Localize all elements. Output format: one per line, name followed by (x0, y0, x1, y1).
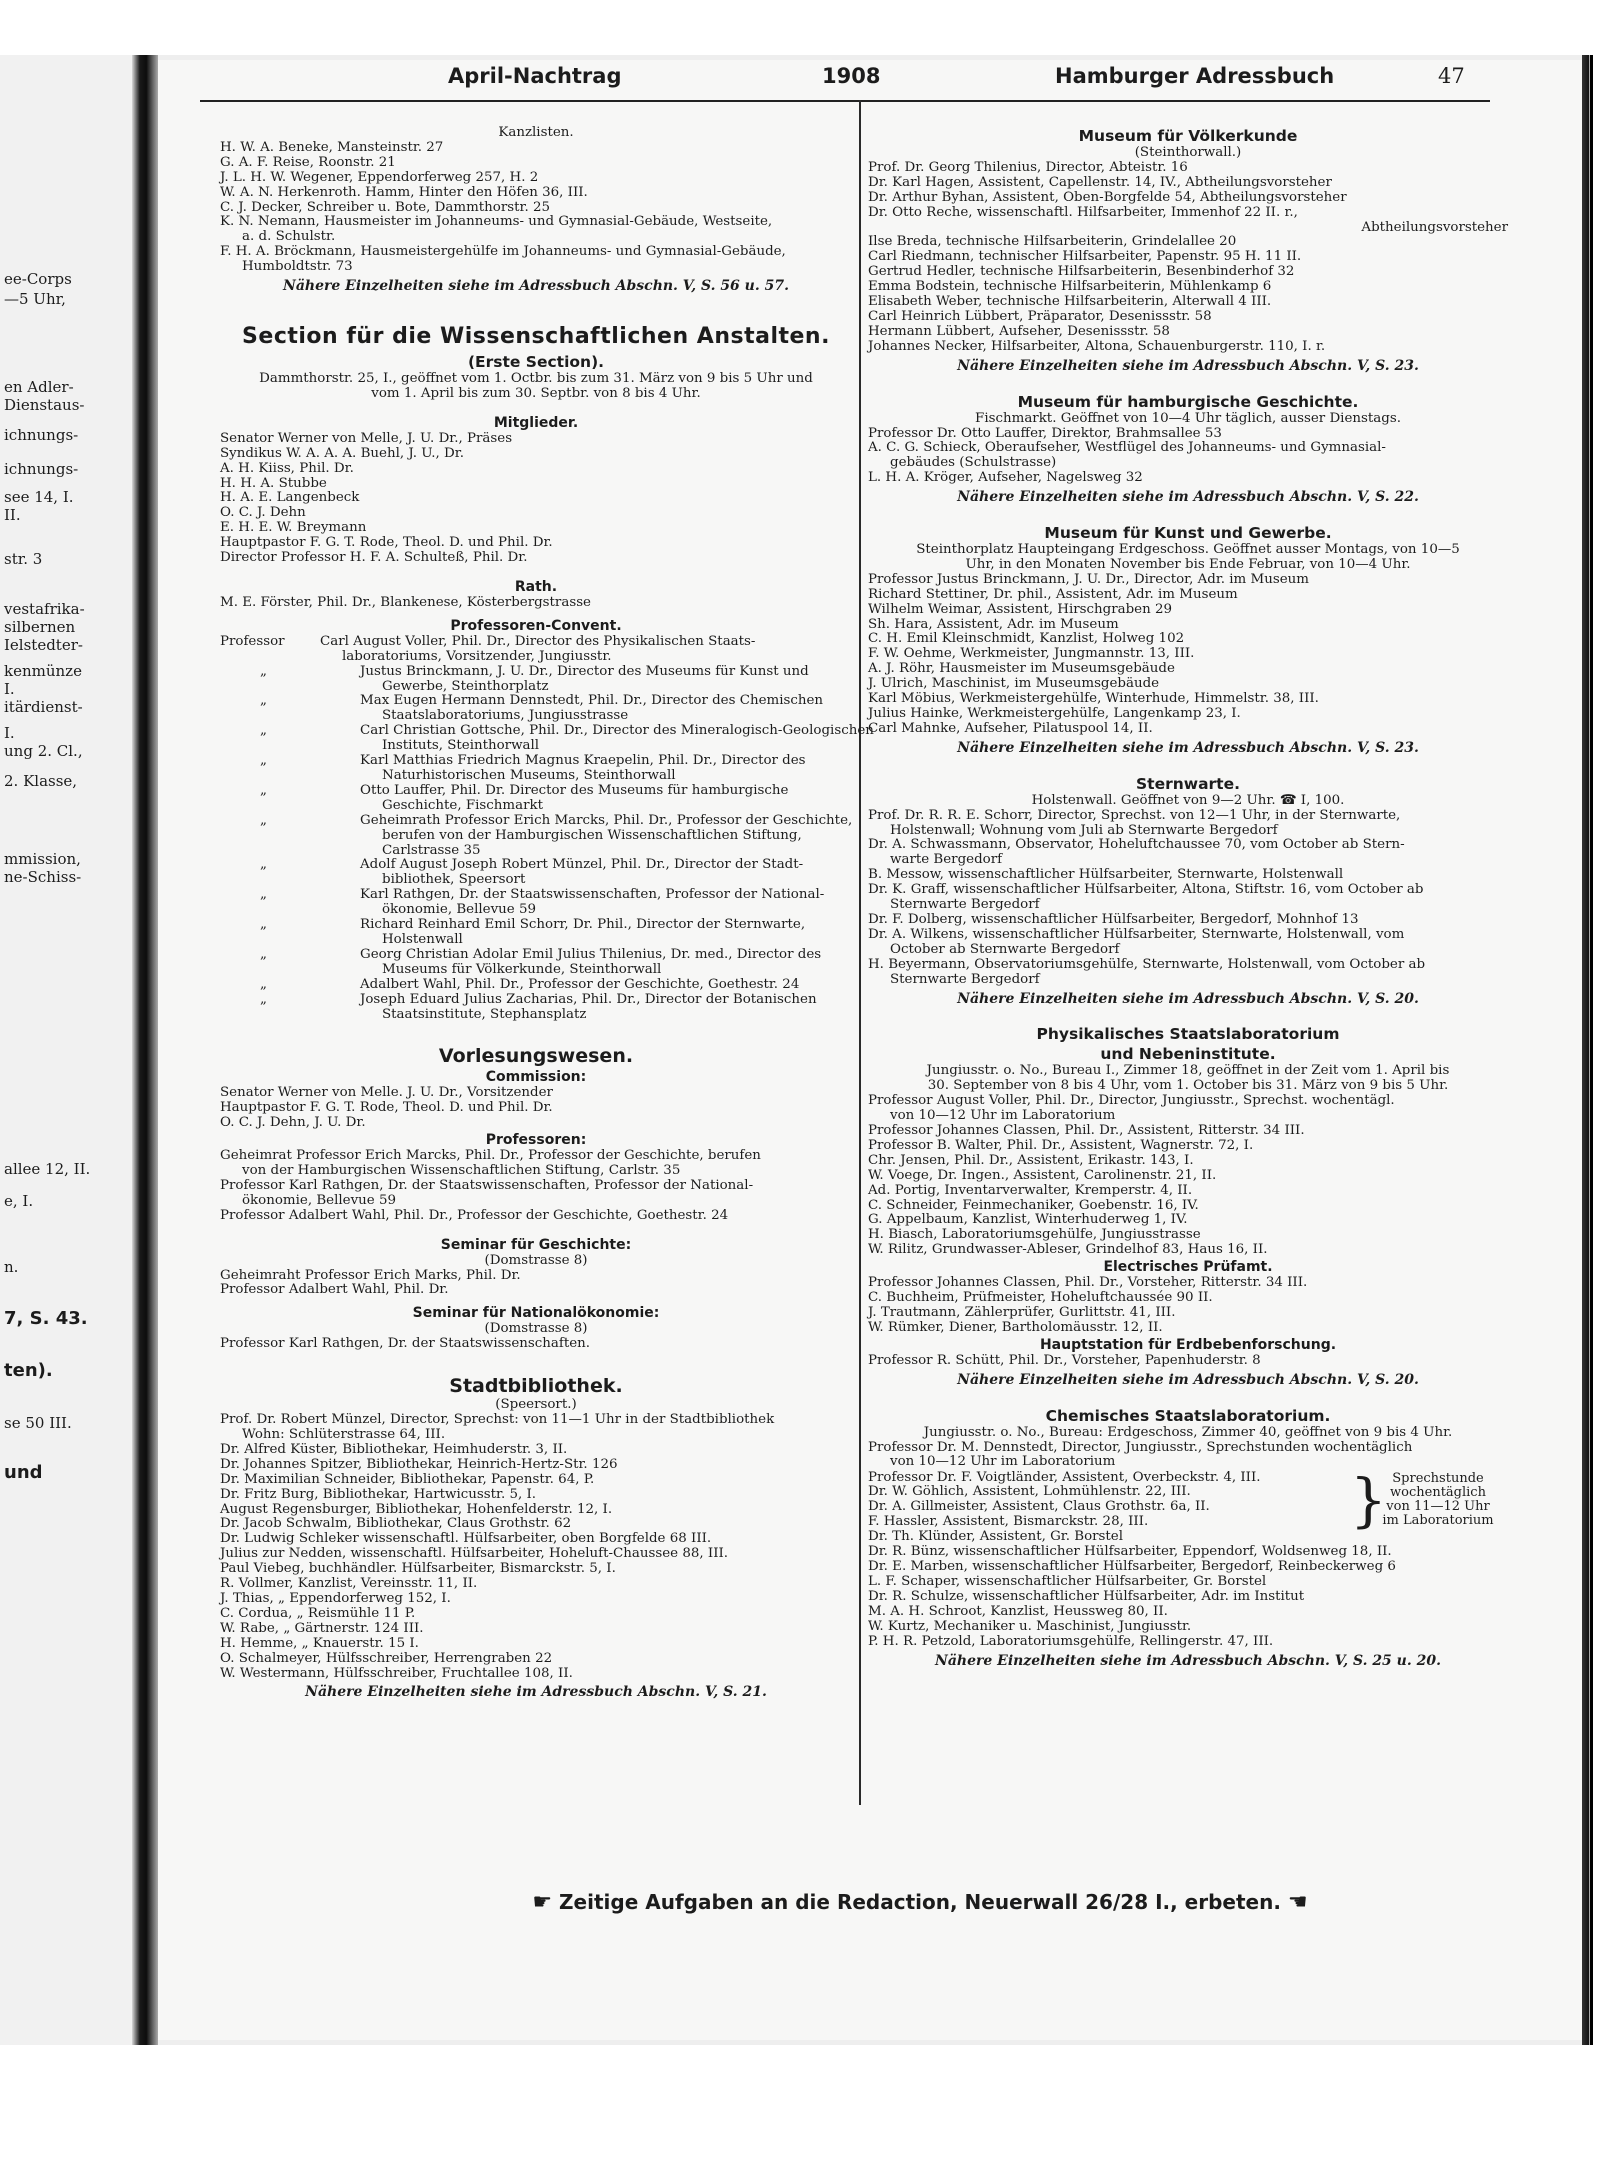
convent-entry-prefix: „ (260, 782, 267, 798)
voelkerkunde-address: (Steinthorwall.) (1134, 145, 1242, 160)
list-item: Holstenwall; Wohnung vom Juli ab Sternwarte Bergedorf (890, 822, 1278, 838)
convent-entry-line: laboratoriums, Vorsitzender, Jungiusstr. (342, 648, 612, 664)
left-page-stub (0, 55, 140, 2045)
list-item: B. Messow, wissenschaftlicher Hülfsarbeiter, Sternwarte, Holstenwall (868, 867, 1344, 883)
list-item: Professor Dr. Otto Lauffer, Direktor, Brahmsallee 53 (868, 425, 1222, 441)
list-item: Julius zur Nedden, wissenschaftl. Hülfsarbeiter, Hoheluft-Chaussee 88, III. (220, 1546, 729, 1562)
convent-entry-line: Adolf August Joseph Robert Münzel, Phil. Dr., Director der Stadt- (360, 857, 804, 873)
mitglieder-list (220, 432, 852, 566)
left-page-fragment: II. (4, 506, 21, 524)
section-title: Section für die Wissenschaftlichen Anstalten. (242, 323, 830, 349)
left-page-fragment: en Adler- (4, 378, 74, 396)
mitglieder-title: Mitglieder. (493, 414, 579, 431)
pruefamt-list (868, 1276, 1508, 1336)
convent-entry-line: Adalbert Wahl, Phil. Dr., Professor der Geschichte, Goethestr. 24 (360, 976, 800, 992)
list-item: C. Cordua, „ Reismühle 11 P. (220, 1605, 416, 1621)
list-item: H. Hemme, „ Knauerstr. 15 I. (220, 1635, 419, 1651)
convent-entry (220, 665, 852, 695)
rath-title: Rath. (514, 578, 558, 595)
list-item: W. Westermann, Hülfsschreiber, Fruchtallee 108, II. (220, 1665, 573, 1681)
convent-entry-line: Staatslaboratoriums, Jungiusstrasse (382, 708, 629, 724)
header-rule (200, 100, 1490, 102)
physikalisch-hours-1: Jungiusstr. o. No., Bureau I., Zimmer 18, geöffnet in der Zeit vom 1. April bis (926, 1063, 1450, 1079)
left-page-fragment: str. 3 (4, 550, 43, 568)
list-item: K. N. Nemann, Hausmeister im Johanneums- und Gymnasial-Gebäude, Westseite, (220, 214, 773, 230)
list-item: Professor Karl Rathgen, Dr. der Staatswissenschaften, Professor der National- (220, 1177, 754, 1193)
list-item: warte Bergedorf (890, 852, 1003, 868)
voelkerkunde-title: Museum für Völkerkunde (1078, 127, 1298, 145)
left-page-fragment: ten). (4, 1360, 53, 1381)
seminar-geschichte-list (220, 1269, 852, 1299)
professoren-title: Professoren: (485, 1132, 587, 1149)
convent-entry (220, 993, 852, 1023)
rath-entry: M. E. Förster, Phil. Dr., Blankenese, Kösterbergstrasse (220, 594, 591, 610)
pointing-hand-left-icon: ☛ (532, 1890, 553, 1915)
chemisch-reference: Nähere Einzelheiten siehe im Adressbuch Abschn. V, S. 25 u. 20. (935, 1652, 1441, 1669)
convent-list (220, 633, 874, 1023)
list-item: F. W. Oehme, Werkmeister, Jungmannstr. 13, III. (868, 646, 1195, 662)
list-item: Dr. Th. Klünder, Assistent, Gr. Borstel (868, 1529, 1124, 1545)
stadtbibliothek-address: (Speersort.) (495, 1397, 577, 1413)
list-item: Sprechstunde (1392, 1471, 1484, 1487)
list-item: Dr. Ludwig Schleker wissenschaftl. Hülfsarbeiter, oben Borgfelde 68 III. (220, 1531, 712, 1547)
kunst-list (868, 573, 1508, 737)
list-item: Professor Johannes Classen, Phil. Dr., Vorsteher, Ritterstr. 34 III. (868, 1275, 1308, 1291)
list-item: Dr. F. Dolberg, wissenschaftlicher Hülfsarbeiter, Bergedorf, Mohnhof 13 (868, 911, 1359, 927)
list-item: G. Appelbaum, Kanzlist, Winterhuderweg 1, IV. (868, 1212, 1188, 1228)
left-page-fragment: I. (4, 680, 15, 698)
list-item: O. C. J. Dehn, J. U. Dr. (220, 1115, 366, 1131)
list-item: Prof. Dr. Georg Thilenius, Director, Abteistr. 16 (868, 159, 1188, 175)
list-item: A. H. Kiiss, Phil. Dr. (220, 460, 354, 476)
left-page-fragment: 2. Klasse, (4, 772, 78, 790)
convent-entry-line: Gewerbe, Steinthorplatz (382, 678, 549, 694)
list-item: O. C. J. Dehn (220, 505, 306, 521)
list-item: C. J. Decker, Schreiber u. Bote, Dammthorstr. 25 (220, 199, 550, 215)
list-item: ökonomie, Bellevue 59 (242, 1192, 397, 1208)
convent-entry-line: Karl Matthias Friedrich Magnus Kraepelin, Phil. Dr., Director des (360, 753, 806, 769)
convent-entry-prefix: Professor (220, 633, 285, 649)
header-title: Hamburger Adressbuch (1055, 64, 1335, 88)
convent-entry (220, 723, 874, 754)
list-item: L. H. A. Kröger, Aufseher, Nagelsweg 32 (868, 470, 1143, 486)
list-item: Professor Karl Rathgen, Dr. der Staatswissenschaften. (220, 1336, 591, 1352)
list-item: Dr. K. Graff, wissenschaftlicher Hülfsarbeiter, Altona, Stiftstr. 16, vom October ab (868, 882, 1424, 898)
kunst-reference: Nähere Einzelheiten siehe im Adressbuch Abschn. V, S. 23. (957, 739, 1419, 756)
list-item: von 11—12 Uhr (1386, 1499, 1490, 1515)
list-item: W. Rümker, Diener, Bartholomäusstr. 12, II. (868, 1319, 1163, 1335)
section-hours-1: Dammthorstr. 25, I., geöffnet vom 1. Octbr. bis zum 31. März von 9 bis 5 Uhr und (259, 370, 813, 386)
convent-entry (220, 888, 852, 918)
list-item: Professor Johannes Classen, Phil. Dr., Assistent, Ritterstr. 34 III. (868, 1123, 1305, 1139)
list-item: Prof. Dr. Robert Münzel, Director, Sprechst: von 11—1 Uhr in der Stadtbibliothek (220, 1412, 775, 1428)
hamburgische-title: Museum für hamburgische Geschichte. (1017, 392, 1359, 411)
list-item: Chr. Jensen, Phil. Dr., Assistent, Erikastr. 143, I. (868, 1152, 1194, 1168)
list-item: Dr. Karl Hagen, Assistent, Capellenstr. 14, IV., Abtheilungsvorsteher (868, 174, 1332, 190)
list-item: Syndikus W. A. A. A. Buehl, J. U., Dr. (220, 445, 464, 461)
convent-entry-prefix: „ (260, 857, 267, 873)
page-number: 47 (1438, 64, 1465, 88)
list-item: H. H. A. Stubbe (220, 475, 327, 491)
list-item: August Regensburger, Bibliothekar, Hohenfelderstr. 12, I. (220, 1501, 613, 1517)
convent-entry-prefix: „ (260, 946, 267, 962)
commission-list (220, 1086, 852, 1131)
left-page-fragment: e, I. (4, 1192, 34, 1210)
chemisch-list-2 (868, 1530, 1508, 1649)
convent-entry-line: Carl August Voller, Phil. Dr., Director des Physikalischen Staats- (320, 633, 756, 649)
convent-entry-prefix: „ (260, 917, 267, 933)
convent-entry-line: Instituts, Steinthorwall (382, 738, 540, 754)
list-item: F. H. A. Bröckmann, Hausmeistergehülfe im Johanneums- und Gymnasial-Gebäude, (220, 244, 786, 260)
chemisch-brace-note (1368, 1472, 1508, 1528)
list-item: Dr. A. Wilkens, wissenschaftlicher Hülfsarbeiter, Sternwarte, Holstenwall, vom (868, 926, 1405, 942)
convent-entry (220, 858, 852, 888)
kunst-hours-1: Steinthorplatz Haupteingang Erdgeschoss. Geöffnet ausser Montags, von 10—5 (916, 542, 1460, 558)
pointing-hand-right-icon: ☚ (1287, 1890, 1308, 1915)
left-page-fragment: see 14, I. (4, 488, 74, 506)
list-item: Dr. A. Schwassmann, Observator, Hoheluftchaussee 70, vom October ab Stern- (868, 837, 1405, 853)
seminar-geschichte-title: Seminar für Geschichte: (440, 1236, 632, 1253)
sternwarte-list (868, 809, 1508, 988)
convent-entry-prefix: „ (260, 693, 267, 709)
left-page-fragment: —5 Uhr, (4, 290, 66, 308)
sternwarte-address: Holstenwall. Geöffnet von 9—2 Uhr. ☎ I, 100. (1031, 792, 1345, 808)
physikalisch-reference: Nähere Einzelheiten siehe im Adressbuch Abschn. V, S. 20. (957, 1371, 1419, 1388)
list-item: Dr. Fritz Burg, Bibliothekar, Hartwicusstr. 5, I. (220, 1486, 537, 1502)
list-item: von der Hamburgischen Wissenschaftlichen Stiftung, Carlstr. 35 (242, 1163, 681, 1179)
left-page-fragment: ne-Schiss- (4, 868, 82, 886)
seminar-geschichte-address: (Domstrasse 8) (484, 1252, 588, 1268)
list-item: J. Ulrich, Maschinist, im Museumsgebäude (868, 676, 1160, 692)
sternwarte-title: Sternwarte. (1136, 774, 1240, 793)
convent-entry-line: Otto Lauffer, Phil. Dr. Director des Museums für hamburgische (360, 782, 789, 798)
list-item: Karl Möbius, Werkmeistergehülfe, Winterhude, Himmelstr. 38, III. (868, 691, 1319, 707)
list-item: Geheimrat Professor Erich Marcks, Phil. Dr., Professor der Geschichte, berufen (220, 1148, 761, 1164)
chemisch-brace-group (868, 1466, 1508, 1535)
convent-entry-prefix: „ (260, 663, 267, 679)
left-page-fragment: Ielstedter- (4, 636, 83, 654)
convent-entry-line: Geschichte, Fischmarkt (382, 797, 543, 813)
list-item: von 10—12 Uhr im Laboratorium (890, 1454, 1116, 1470)
physikalisch-list (868, 1094, 1508, 1258)
left-page-fragment: vestafrika- (4, 600, 85, 618)
chemisch-address: Jungiusstr. o. No., Bureau: Erdgeschoss, Zimmer 40, geöffnet von 9 bis 4 Uhr. (923, 1424, 1453, 1440)
left-page-fragment: mmission, (4, 850, 81, 868)
kanzlisten-reference: Nähere Einzelheiten siehe im Adressbuch Abschn. V, S. 56 u. 57. (283, 278, 789, 295)
list-item: Dr. W. Göhlich, Assistent, Lohmühlenstr. 22, III. (868, 1484, 1191, 1500)
convent-entry-line: bibliothek, Speersort (382, 872, 526, 888)
scan-bottom-margin (0, 2045, 1600, 2177)
list-item: Carl Mahnke, Aufseher, Pilatuspool 14, II. (868, 720, 1153, 736)
left-page-fragment: silbernen (4, 618, 76, 636)
footer-notice (470, 1890, 1370, 1915)
list-item: Professor B. Walter, Phil. Dr., Assistent, Wagnerstr. 72, I. (868, 1137, 1254, 1153)
convent-entry-line: Joseph Eduard Julius Zacharias, Phil. Dr., Director der Botanischen (360, 991, 817, 1007)
list-item: W. Voege, Dr. Ingen., Assistent, Carolinenstr. 21, II. (868, 1167, 1217, 1183)
physikalisch-title-1: Physikalisches Staatslaboratorium (1036, 1025, 1340, 1044)
pruefamt-title: Electrisches Prüfamt. (1103, 1259, 1273, 1276)
footer-text: Zeitige Aufgaben an die Redaction, Neuerwall 26/28 I., erbeten. (559, 1890, 1281, 1914)
kunst-title: Museum für Kunst und Gewerbe. (1044, 524, 1332, 543)
list-item: Gertrud Hedler, technische Hilfsarbeiterin, Besenbinderhof 32 (868, 264, 1295, 280)
sternwarte-reference: Nähere Einzelheiten siehe im Adressbuch Abschn. V, S. 20. (957, 990, 1419, 1007)
left-page-fragment: allee 12, II. (4, 1160, 91, 1178)
vorlesung-title: Vorlesungswesen. (438, 1045, 634, 1068)
list-item: M. A. H. Schroot, Kanzlist, Heussweg 80, II. (868, 1603, 1168, 1619)
convent-entry-line: Justus Brinckmann, J. U. Dr., Director des Museums für Kunst und (360, 663, 809, 679)
list-item: Geheimraht Professor Erich Marks, Phil. Dr. (220, 1267, 521, 1283)
list-item: Wohn: Schlüterstrasse 64, III. (242, 1427, 446, 1442)
list-item: J. Thias, „ Eppendorferweg 152, I. (220, 1590, 451, 1606)
header-left: April-Nachtrag (448, 64, 622, 88)
list-item: a. d. Schulstr. (242, 229, 336, 245)
left-page-fragment: Dienstaus- (4, 396, 85, 414)
convent-entry (220, 918, 852, 948)
list-item: Johannes Necker, Hilfsarbeiter, Altona, Schauenburgerstr. 110, I. r. (868, 338, 1326, 354)
convent-entry (220, 694, 852, 724)
convent-entry-line: Max Eugen Hermann Dennstedt, Phil. Dr., Director des Chemischen (360, 693, 824, 709)
list-item: W. Kurtz, Mechaniker u. Maschinist, Jungiusstr. (868, 1618, 1192, 1634)
list-item: Dr. E. Marben, wissenschaftlicher Hülfsarbeiter, Bergedorf, Reinbeckerweg 6 (868, 1559, 1396, 1575)
list-item: Senator Werner von Melle, J. U. Dr., Präses (220, 430, 513, 446)
left-page-fragment: 7, S. 43. (4, 1308, 88, 1329)
left-page-fragment: ichnungs- (4, 460, 79, 478)
voelkerkunde-list (868, 161, 1508, 221)
list-item: W. A. N. Herkenroth. Hamm, Hinter den Höfen 36, III. (220, 184, 588, 200)
hamburgische-list (868, 427, 1508, 487)
left-page-fragment: n. (4, 1258, 19, 1276)
list-item: Dr. Arthur Byhan, Assistent, Oben-Borgfelde 54, Abtheilungsvorsteher (868, 189, 1347, 205)
hamburgische-address: Fischmarkt. Geöffnet von 10—4 Uhr täglich, ausser Dienstags. (975, 410, 1401, 426)
convent-entry (220, 784, 852, 814)
list-item: Professor August Voller, Phil. Dr., Director, Jungiusstr., Sprechst. wochentägl. (868, 1093, 1395, 1109)
left-page-fragment: ung 2. Cl., (4, 742, 83, 760)
list-item: Sternwarte Bergedorf (890, 971, 1040, 987)
erdbeben-list (868, 1354, 1508, 1369)
kanzlisten-title: Kanzlisten. (498, 125, 574, 140)
list-item: Professor Adalbert Wahl, Phil. Dr., Professor der Geschichte, Goethestr. 24 (220, 1207, 729, 1223)
left-page-fragment: ichnungs- (4, 426, 79, 444)
list-item: H. W. A. Beneke, Mansteinstr. 27 (220, 139, 444, 155)
list-item: Sh. Hara, Assistent, Adr. im Museum (868, 616, 1119, 632)
list-item: Humboldtstr. 73 (242, 259, 353, 275)
left-page-fragment: ee-Corps (4, 270, 72, 288)
list-item: Professor R. Schütt, Phil. Dr., Vorsteher, Papenhuderstr. 8 (868, 1352, 1261, 1368)
convent-entry-line: Naturhistorischen Museums, Steinthorwall (382, 768, 676, 783)
physikalisch-title-2: und Nebeninstitute. (1100, 1045, 1276, 1064)
list-item: H. A. E. Langenbeck (220, 490, 360, 506)
list-item: Dr. A. Gillmeister, Assistent, Claus Grothstr. 6a, II. (868, 1499, 1210, 1515)
left-page-fragment: kenmünze (4, 662, 82, 680)
convent-entry-prefix: „ (260, 976, 267, 992)
header-year: 1908 (822, 64, 881, 88)
list-item: Richard Stettiner, Dr. phil., Assistent, Adr. im Museum (868, 586, 1238, 602)
list-item: von 10—12 Uhr im Laboratorium (890, 1108, 1116, 1124)
list-item: W. Rilitz, Grundwasser-Ableser, Grindelhof 83, Haus 16, II. (868, 1242, 1268, 1258)
convent-entry (220, 948, 852, 978)
commission-title: Commission: (485, 1069, 587, 1086)
section-subtitle: (Erste Section). (467, 352, 605, 371)
convent-entry-line: Geheimrath Professor Erich Marcks, Phil. Dr., Professor der Geschichte, (360, 812, 853, 828)
list-item: Dr. R. Bünz, wissenschaftlicher Hülfsarbeiter, Eppendorf, Woldsenweg 18, II. (868, 1544, 1392, 1560)
stadtbibliothek-list (220, 1413, 852, 1681)
chemisch-list (868, 1441, 1508, 1471)
convent-entry-line: Museums für Völkerkunde, Steinthorwall (382, 961, 662, 977)
list-item: A. C. G. Schieck, Oberaufseher, Westflügel des Johanneums- und Gymnasial- (868, 440, 1386, 456)
list-item: Dr. Jacob Schwalm, Bibliothekar, Claus Grothstr. 62 (220, 1516, 572, 1532)
list-item: Sternwarte Bergedorf (890, 897, 1040, 913)
stadtbibliothek-reference: Nähere Einzelheiten siehe im Adressbuch Abschn. V, S. 21. (305, 1684, 767, 1701)
list-item: H. Beyermann, Observatoriumsgehülfe, Sternwarte, Holstenwall, vom October ab (868, 956, 1426, 972)
kanzlisten-list (220, 141, 852, 275)
list-item: Wilhelm Weimar, Assistent, Hirschgraben 29 (868, 601, 1173, 617)
convent-entry-line: Richard Reinhard Emil Schorr, Dr. Phil., Director der Sternwarte, (360, 917, 806, 933)
convent-entry-prefix: „ (260, 887, 267, 903)
list-item: Director Professor H. F. A. Schulteß, Phil. Dr. (220, 550, 528, 566)
list-item: J. Trautmann, Zählerprüfer, Gurlittstr. 41, III. (868, 1305, 1176, 1320)
list-item: Emma Bodstein, technische Hilfsarbeiterin, Mühlenkamp 6 (868, 279, 1272, 295)
convent-entry-prefix: „ (260, 723, 267, 739)
convent-entry-line: Staatsinstitute, Stephansplatz (382, 1006, 587, 1022)
voelkerkunde-list-2 (868, 235, 1508, 354)
list-item: O. Schalmeyer, Hülfsschreiber, Herrengraben 22 (220, 1650, 553, 1666)
physikalisch-hours-2: 30. September von 8 bis 4 Uhr, vom 1. October bis 31. März von 9 bis 5 Uhr. (927, 1078, 1449, 1094)
list-item: Professor Dr. M. Dennstedt, Director, Jungiusstr., Sprechstunden wochentäglich (868, 1439, 1413, 1455)
list-item: Professor Justus Brinckmann, J. U. Dr., Director, Adr. im Museum (868, 571, 1309, 587)
convent-entry-line: Carl Christian Gottsche, Phil. Dr., Director des Mineralogisch-Geologischen (360, 723, 874, 739)
convent-entry-line: Georg Christian Adolar Emil Julius Thilenius, Dr. med., Director des (360, 946, 822, 962)
list-item: F. Hassler, Assistent, Bismarckstr. 28, III. (868, 1514, 1149, 1530)
convent-entry (220, 635, 852, 665)
seminar-oekonomie-list (220, 1337, 852, 1352)
page-edge (1582, 55, 1600, 2045)
list-item: Dr. R. Schulze, wissenschaftlicher Hülfsarbeiter, Adr. im Institut (868, 1588, 1305, 1604)
left-page-fragment: und (4, 1462, 43, 1483)
left-page-fragment: se 50 III. (4, 1414, 72, 1432)
convent-entry-line: berufen von der Hamburgischen Wissenschaftlichen Stiftung, (382, 827, 802, 843)
convent-entry-prefix: „ (260, 812, 267, 828)
left-page-fragment: itärdienst- (4, 698, 83, 716)
list-item: wochentäglich (1390, 1485, 1486, 1501)
convent-entry-line: Karl Rathgen, Dr. der Staatswissenschaften, Professor der National- (360, 887, 825, 903)
list-item: L. F. Schaper, wissenschaftlicher Hülfsarbeiter, Gr. Borstel (868, 1574, 1267, 1590)
convent-title: Professoren-Convent. (450, 617, 622, 634)
list-item: C. H. Emil Kleinschmidt, Kanzlist, Holweg 102 (868, 631, 1185, 647)
list-item: Dr. Otto Reche, wissenschaftl. Hilfsarbeiter, Immenhof 22 II. r., (868, 204, 1298, 220)
list-item: W. Rabe, „ Gärtnerstr. 124 III. (220, 1620, 424, 1636)
list-item: October ab Sternwarte Bergedorf (890, 941, 1120, 957)
erdbeben-title: Hauptstation für Erdbebenforschung. (1039, 1336, 1337, 1353)
list-item: Elisabeth Weber, technische Hilfsarbeiterin, Alterwall 4 III. (868, 294, 1272, 310)
chemisch-brace-list (868, 1471, 1350, 1531)
convent-entry (220, 754, 852, 784)
list-item: Julius Hainke, Werkmeistergehülfe, Langenkamp 23, I. (868, 706, 1241, 721)
chemisch-title: Chemisches Staatslaboratorium. (1045, 1406, 1331, 1425)
convent-entry-line: Carlstrasse 35 (382, 842, 481, 858)
list-item: R. Vollmer, Kanzlist, Vereinsstr. 11, II. (220, 1576, 478, 1592)
list-item: Professor Adalbert Wahl, Phil. Dr. (220, 1282, 449, 1298)
section-hours-2: vom 1. April bis zum 30. Septbr. von 8 bis 4 Uhr. (371, 385, 701, 401)
hamburgische-reference: Nähere Einzelheiten siehe im Adressbuch Abschn. V, S. 22. (957, 489, 1419, 506)
list-item: Senator Werner von Melle. J. U. Dr., Vorsitzender (220, 1085, 553, 1101)
list-item: im Laboratorium (1382, 1513, 1494, 1529)
list-item: C. Schneider, Feinmechaniker, Goebenstr. 16, IV. (868, 1197, 1199, 1213)
list-item: Carl Riedmann, technischer Hilfsarbeiter, Papenstr. 95 H. 11 II. (868, 249, 1302, 265)
voelkerkunde-reference: Nähere Einzelheiten siehe im Adressbuch Abschn. V, S. 23. (957, 357, 1419, 374)
convent-entry-line: ökonomie, Bellevue 59 (382, 902, 537, 918)
kunst-hours-2: Uhr, in den Monaten November bis Ende Februar, von 10—4 Uhr. (965, 556, 1411, 572)
list-item: P. H. R. Petzold, Laboratoriumsgehülfe, Rellingerstr. 47, III. (868, 1633, 1274, 1649)
list-item: Hauptpastor F. G. T. Rode, Theol. D. und Phil. Dr. (220, 535, 553, 551)
convent-entry-prefix: „ (260, 753, 267, 769)
list-item: Dr. Maximilian Schneider, Bibliothekar, Papenstr. 64, P. (220, 1471, 595, 1487)
seminar-oekonomie-title: Seminar für Nationalökonomie: (412, 1305, 660, 1322)
list-item: Hermann Lübbert, Aufseher, Desenissstr. 58 (868, 323, 1170, 339)
list-item: E. H. E. W. Breymann (220, 520, 367, 536)
list-item: Ilse Breda, technische Hilfsarbeiterin, Grindelallee 20 (868, 234, 1237, 250)
list-item: H. Biasch, Laboratoriumsgehülfe, Jungiusstrasse (868, 1227, 1201, 1243)
list-item: Prof. Dr. R. R. E. Schorr, Director, Sprechst. von 12—1 Uhr, in der Sternwarte, (868, 807, 1401, 823)
list-item: J. L. H. W. Wegener, Eppendorferweg 257, H. 2 (220, 169, 539, 185)
list-item: C. Buchheim, Prüfmeister, Hoheluftchaussée 90 II. (868, 1290, 1213, 1306)
list-item: Carl Heinrich Lübbert, Präparator, Desenissstr. 58 (868, 308, 1212, 324)
voelkerkunde-line-right: Abtheilungsvorsteher (1361, 219, 1508, 235)
professoren-list (220, 1149, 852, 1224)
list-item: A. J. Röhr, Hausmeister im Museumsgebäude (868, 661, 1175, 677)
brace-symbol: } (1350, 1466, 1387, 1535)
convent-entry-line: Holstenwall (382, 931, 463, 947)
convent-entry (220, 978, 852, 993)
list-item: Hauptpastor F. G. T. Rode, Theol. D. und Phil. Dr. (220, 1100, 553, 1116)
column-divider (859, 100, 861, 1805)
stadtbibliothek-title: Stadtbibliothek. (449, 1375, 623, 1398)
list-item: Dr. Johannes Spitzer, Bibliothekar, Heinrich-Hertz-Str. 126 (220, 1456, 618, 1472)
right-column (868, 126, 1508, 1675)
list-item: Paul Viebeg, buchhändler. Hülfsarbeiter, Bismarckstr. 5, I. (220, 1561, 616, 1577)
left-column (220, 125, 874, 1706)
left-page-fragment: I. (4, 724, 15, 742)
list-item: Dr. Alfred Küster, Bibliothekar, Heimhuderstr. 3, II. (220, 1441, 568, 1457)
seminar-oekonomie-address: (Domstrasse 8) (484, 1321, 588, 1337)
convent-entry-prefix: „ (260, 991, 267, 1007)
book-gutter (132, 55, 158, 2045)
list-item: G. A. F. Reise, Roonstr. 21 (220, 154, 396, 170)
list-item: Ad. Portig, Inventarverwalter, Kremperstr. 4, II. (868, 1182, 1193, 1198)
list-item: Professor Dr. F. Voigtländer, Assistent, Overbeckstr. 4, III. (868, 1469, 1261, 1485)
convent-entry (220, 814, 852, 859)
list-item: gebäudes (Schulstrasse) (890, 455, 1057, 471)
